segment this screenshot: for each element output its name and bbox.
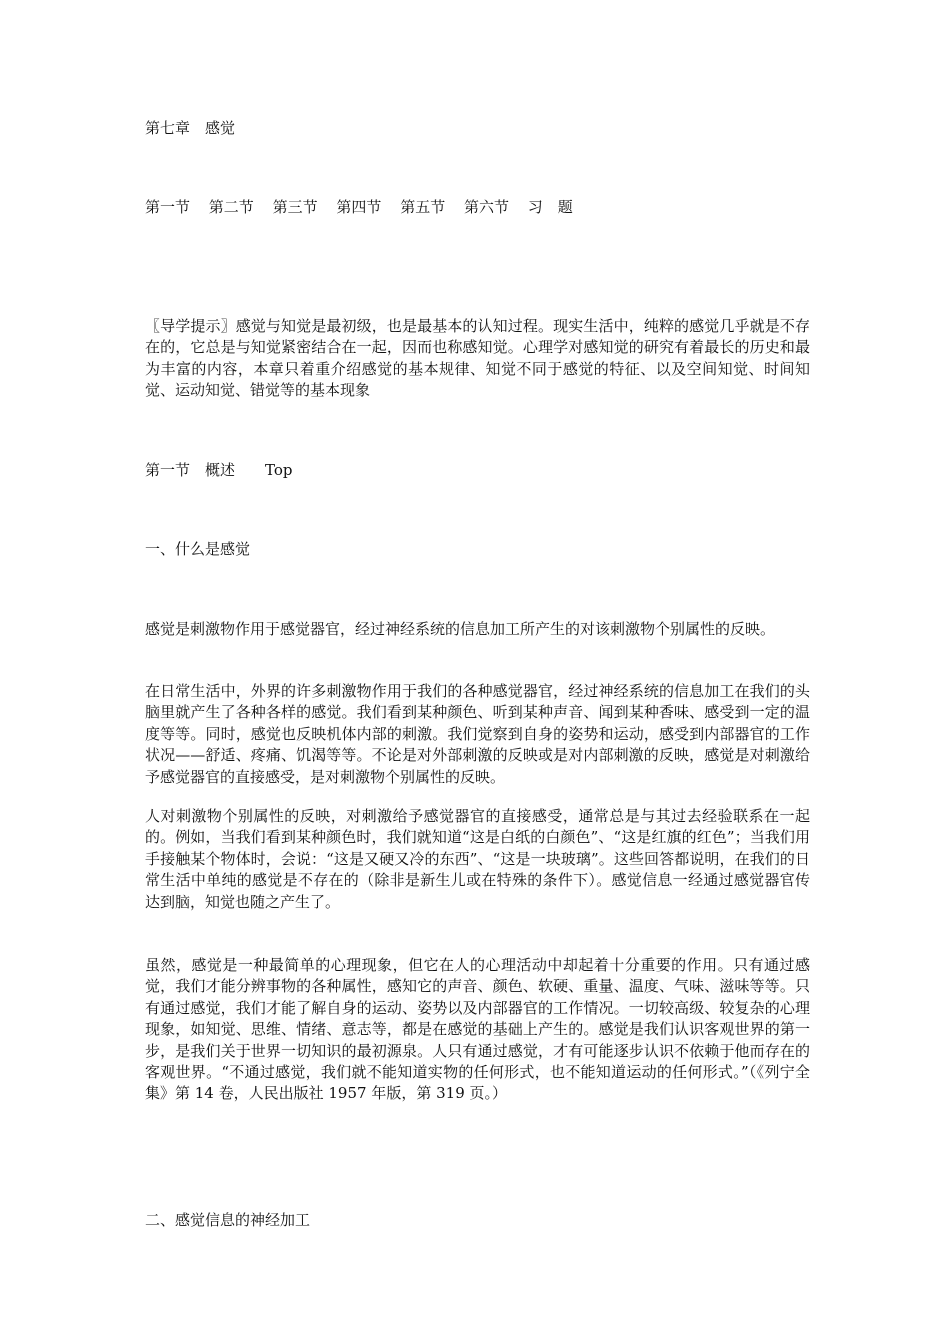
paragraph-4: 虽然，感觉是一种最简单的心理现象，但它在人的心理活动中却起着十分重要的作用。只有通过感觉，我们才能分辨事物的各种属性，感知它的声音、颜色、软硬、重量、温度、气味、滋味等等。只有通过感觉，我们才能了解自身的运动、姿势以及内部器官的工作情况。一切较高级、较复杂的心理现象，如知觉、思维、情绪、意志等，都是在感觉的基础上产生的。感觉是我们认识客观世界的第一步，是我们关于世界一切知识的最初源泉。人只有通过感觉，才有可能逐步认识不依赖于他而存在的客观世界。“不通过感觉，我们就不能知道实物的任何形式，也不能知道运动的任何形式。”（《列宁全集》第 14 卷，人民出版社 1957 年版，第 319 页。） <box>145 956 810 1103</box>
top-link[interactable]: Top <box>265 461 293 479</box>
nav-link-section-5[interactable]: 第五节 <box>400 198 446 216</box>
intro-paragraph: 〖导学提示〗感觉与知觉是最初级，也是最基本的认知过程。现实生活中，纯粹的感觉几乎就是不存在的，它总是与知觉紧密结合在一起，因而也称感知觉。心理学对感知觉的研究有着最长的历史和最为丰富的内容，本章只着重介绍感觉的基本规律、知觉不同于感觉的特征、以及空间知觉、时间知觉、运动知觉、错觉等的基本现象 <box>145 317 810 400</box>
paragraph-2: 在日常生活中，外界的许多刺激物作用于我们的各种感觉器官，经过神经系统的信息加工在我们的头脑里就产生了各种各样的感觉。我们看到某种颜色、听到某种声音、闻到某种香味、感受到一定的温度等等。同时，感觉也反映机体内部的刺激。我们觉察到自身的姿势和运动，感受到内部器官的工作状况——舒适、疼痛、饥渴等等。不论是对外部刺激的反映或是对内部刺激的反映，感觉是对刺激给予感觉器官的直接感受，是对刺激物个别属性的反映。 <box>145 682 810 786</box>
section-1-title: 第一节 概述 <box>145 461 236 479</box>
paragraph-1: 感觉是刺激物作用于感觉器官，经过神经系统的信息加工所产生的对该刺激物个别属性的反映。 <box>145 620 776 638</box>
nav-link-exercises[interactable]: 习 题 <box>527 198 573 216</box>
nav-link-section-4[interactable]: 第四节 <box>336 198 382 216</box>
chapter-title: 第七章 感觉 <box>145 119 236 137</box>
section-nav <box>145 196 587 218</box>
section-1-heading <box>145 459 293 481</box>
nav-link-section-1[interactable]: 第一节 <box>145 198 191 216</box>
subsection-1-title: 一、什么是感觉 <box>145 540 251 558</box>
nav-link-section-6[interactable]: 第六节 <box>463 198 509 216</box>
nav-link-section-2[interactable]: 第二节 <box>208 198 254 216</box>
subsection-2-title: 二、感觉信息的神经加工 <box>145 1211 311 1229</box>
nav-link-section-3[interactable]: 第三节 <box>272 198 318 216</box>
paragraph-3: 人对刺激物个别属性的反映，对刺激给予感觉器官的直接感受，通常总是与其过去经验联系在一起的。例如，当我们看到某种颜色时，我们就知道“这是白纸的白颜色”、“这是红旗的红色”；当我们用手接触某个物体时，会说：“这是又硬又冷的东西”、“这是一块玻璃”。这些回答都说明，在我们的日常生活中单纯的感觉是不存在的（除非是新生儿或在特殊的条件下）。感觉信息一经通过感觉器官传达到脑，知觉也随之产生了。 <box>145 807 810 911</box>
